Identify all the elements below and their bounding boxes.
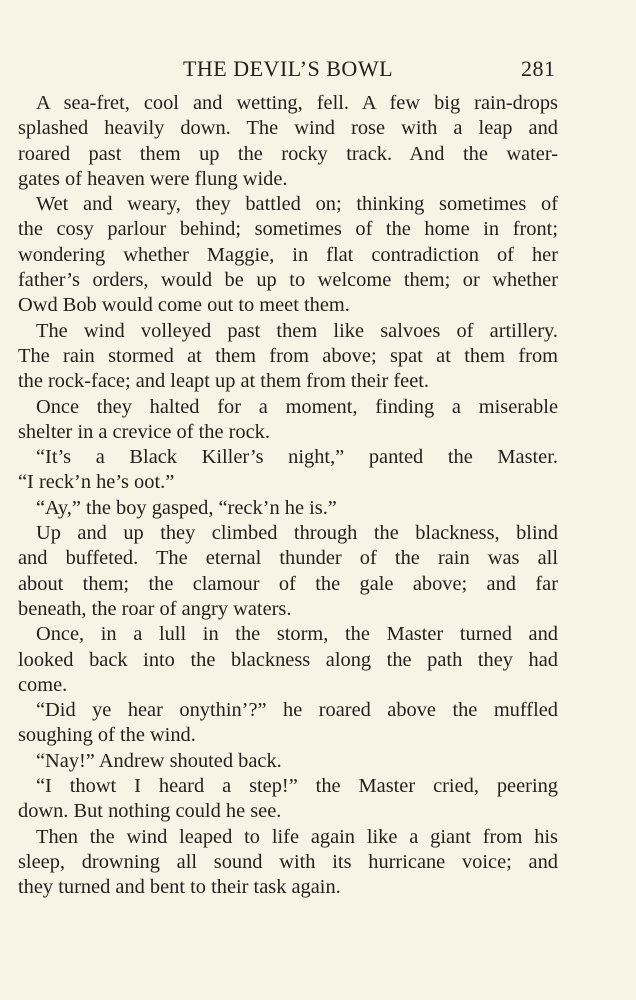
paragraph bbox=[18, 445, 558, 496]
text-line: the rock-face; and leapt up at them from their feet. bbox=[18, 370, 430, 393]
text-line: Once, in a lull in the storm, the Master turned and bbox=[36, 623, 558, 646]
text-line: Owd Bob would come out to meet them. bbox=[18, 294, 350, 317]
paragraph bbox=[18, 521, 558, 622]
paragraph bbox=[18, 622, 558, 698]
text-line: “Nay!” Andrew shouted back. bbox=[36, 749, 282, 772]
text-line: father’s orders, would be up to welcome them; or whether bbox=[18, 269, 558, 292]
text-line: “Ay,” the boy gasped, “reck’n he is.” bbox=[36, 496, 337, 519]
text-line: splashed heavily down. The wind rose with a leap and bbox=[18, 117, 558, 140]
text-line: The rain stormed at them from above; spat at them from bbox=[18, 344, 558, 367]
text-line: the cosy parlour behind; sometimes of the home in front; bbox=[18, 218, 558, 241]
text-line: beneath, the roar of angry waters. bbox=[18, 597, 292, 620]
paragraph bbox=[18, 825, 558, 901]
text-line: Up and up they climbed through the blackness, blind bbox=[36, 522, 558, 545]
text-line: “I thowt I heard a step!” the Master cried, peering bbox=[36, 775, 558, 798]
text-line: Once they halted for a moment, finding a miserable bbox=[36, 395, 558, 418]
text-line: wondering whether Maggie, in flat contradiction of her bbox=[18, 243, 558, 266]
text-line: “It’s a Black Killer’s night,” panted the Master. bbox=[36, 446, 558, 469]
paragraph bbox=[18, 774, 558, 825]
paragraph bbox=[18, 319, 558, 395]
text-line: “I reck’n he’s oot.” bbox=[18, 471, 175, 494]
text-line: sleep, drowning all sound with its hurricane voice; and bbox=[18, 850, 558, 873]
text-line: they turned and bent to their task again. bbox=[18, 876, 341, 899]
text-line: shelter in a crevice of the rock. bbox=[18, 420, 270, 443]
text-line: about them; the clamour of the gale above; and far bbox=[18, 572, 558, 595]
body-text bbox=[18, 91, 558, 901]
text-line: “Did ye hear onythin’?” he roared above the muffled bbox=[36, 699, 558, 722]
paragraph bbox=[18, 496, 558, 521]
running-title: THE DEVIL’S BOWL bbox=[182, 56, 394, 81]
text-line: A sea-fret, cool and wetting, fell. A few big rain-drops bbox=[36, 92, 558, 114]
paragraph bbox=[18, 91, 558, 192]
text-line: and buffeted. The eternal thunder of the rain was all bbox=[18, 547, 558, 570]
text-line: soughing of the wind. bbox=[18, 724, 196, 747]
page-header bbox=[18, 56, 558, 84]
paragraph bbox=[18, 192, 558, 318]
text-line: looked back into the blackness along the path they had bbox=[18, 648, 558, 671]
page-number: 281 bbox=[521, 56, 556, 81]
text-line: Wet and weary, they battled on; thinking sometimes of bbox=[36, 193, 558, 216]
text-line: gates of heaven were flung wide. bbox=[18, 167, 288, 190]
paragraph bbox=[18, 698, 558, 749]
text-line: come. bbox=[18, 673, 68, 696]
text-line: down. But nothing could he see. bbox=[18, 800, 282, 823]
paragraph bbox=[18, 749, 558, 774]
paragraph bbox=[18, 395, 558, 446]
text-line: Then the wind leaped to life again like a giant from his bbox=[36, 825, 558, 848]
text-line: roared past them up the rocky track. And the water- bbox=[18, 142, 558, 165]
text-line: The wind volleyed past them like salvoes of artillery. bbox=[36, 319, 558, 342]
